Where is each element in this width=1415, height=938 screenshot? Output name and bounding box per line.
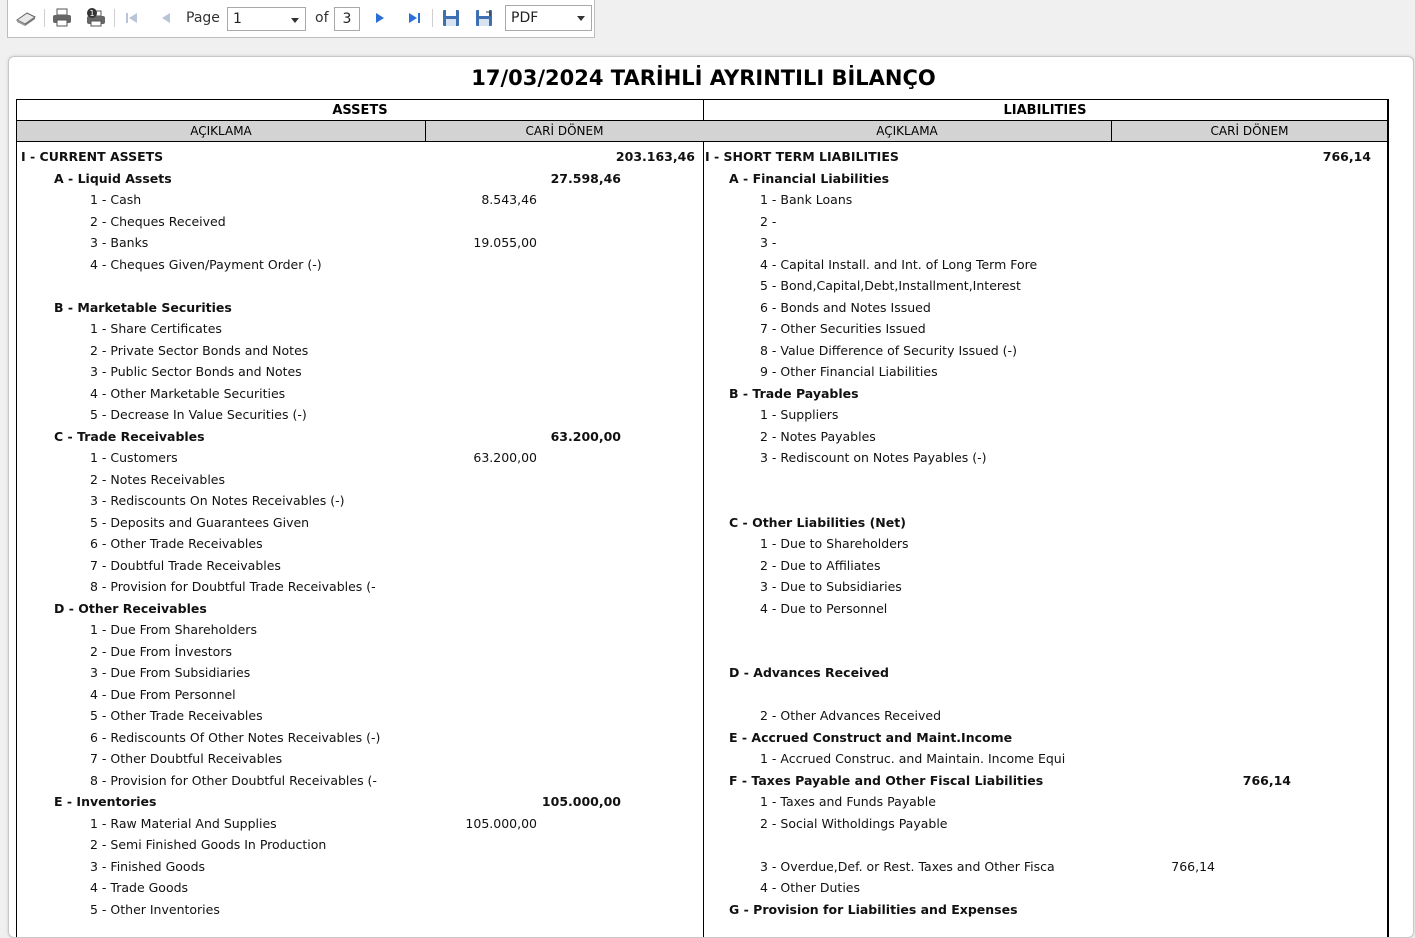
row-label: 3 - Overdue,Def. or Rest. Taxes and Other Fisca [760, 858, 1055, 874]
row-label: 7 - Other Securities Issued [760, 321, 926, 336]
table-row [17, 469, 703, 490]
row-label: 1 - Raw Material And Supplies [90, 815, 277, 831]
row-label: F - Taxes Payable and Other Fiscal Liabilities [729, 772, 1044, 788]
report-page [8, 56, 1414, 938]
table-row [703, 705, 1387, 726]
page-number-select[interactable] [227, 7, 306, 31]
row-label: 1 - Suppliers [760, 407, 839, 422]
table-row [703, 899, 1387, 920]
table-row [17, 168, 703, 189]
row-label: 2 - Private Sector Bonds and Notes [90, 342, 309, 358]
row-label: 1 - Share Certificates [90, 321, 222, 336]
table-row [703, 404, 1387, 425]
table-row [703, 684, 1387, 705]
row-label: 3 - Due to Subsidiaries [760, 579, 902, 594]
row-label: 3 - Due From Subsidiaries [90, 665, 251, 680]
table-row [17, 254, 703, 275]
table-row [703, 533, 1387, 554]
last-page-icon[interactable] [404, 6, 424, 30]
table-row [703, 146, 1387, 167]
export-icon[interactable] [473, 6, 495, 30]
table-row [17, 662, 703, 683]
table-row [703, 598, 1387, 619]
table-row [17, 877, 703, 898]
table-row [703, 297, 1387, 318]
row-label: 2 - Other Advances Received [760, 708, 942, 723]
row-label: 3 - Rediscount on Notes Payables (-) [760, 450, 987, 465]
table-row [17, 727, 703, 748]
row-label: 3 - Rediscounts On Notes Receivables (-) [90, 493, 345, 508]
row-amount: 8.543,46 [481, 192, 537, 207]
table-row [17, 598, 703, 619]
table-row [17, 275, 703, 296]
table-row [17, 791, 703, 812]
row-label: C - Other Liabilities (Net) [729, 514, 906, 530]
table-row [17, 533, 703, 554]
row-label: 4 - Due From Personnel [90, 686, 236, 702]
table-row [703, 770, 1387, 791]
row-label: 1 - Bank Loans [760, 192, 853, 207]
row-label: E - Accrued Construct and Maint.Income [729, 729, 1013, 745]
table-row [703, 490, 1387, 511]
row-label: A - Financial Liabilities [729, 170, 890, 186]
table-row [17, 232, 703, 253]
table-row [17, 318, 703, 339]
row-label: I - SHORT TERM LIABILITIES [705, 149, 899, 164]
table-row [17, 684, 703, 705]
table-row [17, 770, 703, 791]
table-row [703, 189, 1387, 210]
row-label: 1 - Customers [90, 450, 178, 465]
table-row [703, 748, 1387, 769]
row-label: 7 - Other Doubtful Receivables [90, 751, 283, 766]
col-current-period: CARİ DÖNEM [525, 124, 604, 138]
row-label: 6 - Rediscounts Of Other Notes Receivables (-) [90, 729, 381, 745]
row-amount: 63.200,00 [550, 428, 621, 444]
row-label: D - Other Receivables [54, 600, 207, 616]
row-amount: 27.598,46 [550, 170, 621, 186]
table-row [17, 899, 703, 920]
chevron-down-icon [291, 18, 299, 23]
liabilities-header: LIABILITIES [703, 99, 1387, 121]
row-amount: 766,14 [1322, 149, 1371, 164]
row-label: 2 - Due From İnvestors [90, 643, 232, 659]
row-amount: 766,14 [1242, 772, 1291, 788]
table-row [703, 211, 1387, 232]
table-row [17, 834, 703, 855]
row-label: 4 - Other Marketable Securities [90, 385, 286, 401]
row-label: 2 - Social Witholdings Payable [760, 815, 948, 831]
table-row [17, 189, 703, 210]
table-row [17, 361, 703, 382]
table-row [703, 576, 1387, 597]
row-label: 3 - [760, 235, 777, 250]
table-row [703, 447, 1387, 468]
row-amount: 766,14 [1171, 858, 1215, 874]
table-row [703, 791, 1387, 812]
row-label: C - Trade Receivables [54, 428, 205, 444]
report-toolbar [7, 0, 595, 38]
row-amount: 105.000,00 [541, 794, 621, 809]
table-row [703, 361, 1387, 382]
first-page-icon[interactable] [122, 6, 142, 30]
print-icon[interactable] [50, 6, 74, 30]
col-description: AÇIKLAMA [17, 121, 426, 141]
row-label: 3 - Banks [90, 235, 149, 250]
row-label: 7 - Doubtful Trade Receivables [90, 557, 281, 573]
table-row [703, 254, 1387, 275]
table-row [703, 877, 1387, 898]
row-amount: 19.055,00 [473, 235, 537, 250]
of-label: of [315, 10, 329, 26]
table-row [703, 641, 1387, 662]
row-amount: 203.163,46 [615, 149, 695, 164]
row-label: I - CURRENT ASSETS [21, 149, 164, 164]
row-label: 2 - Due to Affiliates [760, 557, 881, 573]
col-description: AÇIKLAMA [703, 121, 1112, 141]
table-row [703, 512, 1387, 533]
row-label: B - Marketable Securities [54, 299, 232, 315]
row-label: 5 - Bond,Capital,Debt,Installment,Interest [760, 278, 1021, 293]
assets-section [16, 99, 704, 937]
prev-page-icon[interactable] [156, 6, 176, 30]
table-row [17, 748, 703, 769]
toolbar-separator [44, 9, 45, 27]
export-format-select[interactable] [505, 5, 592, 31]
row-label: 8 - Provision for Other Doubtful Receivables (- [90, 772, 377, 788]
chevron-down-icon [577, 16, 585, 21]
table-row [17, 856, 703, 877]
table-row [17, 404, 703, 425]
row-label: D - Advances Received [729, 665, 889, 680]
row-label: 2 - Cheques Received [90, 213, 226, 229]
table-row [17, 813, 703, 834]
row-label: 4 - Capital Install. and Int. of Long Term Fore [760, 256, 1038, 272]
row-label: 2 - Notes Receivables [90, 471, 226, 487]
export-format-value: PDF [511, 10, 539, 26]
refresh-icon[interactable] [14, 6, 38, 30]
page-number-value: 1 [233, 11, 242, 27]
row-label: 1 - Accrued Construc. and Maintain. Income Equi [760, 751, 1066, 766]
row-label: 3 - Finished Goods [90, 858, 206, 874]
table-row [17, 426, 703, 447]
row-label: 6 - Bonds and Notes Issued [760, 299, 931, 315]
table-row [703, 469, 1387, 490]
row-label: A - Liquid Assets [54, 170, 172, 186]
table-row [703, 340, 1387, 361]
page-label: Page [186, 10, 220, 26]
row-label: 8 - Provision for Doubtful Trade Receivables (- [90, 579, 376, 594]
table-row [703, 662, 1387, 683]
row-label: 5 - Decrease In Value Securities (-) [90, 407, 307, 422]
row-label: 4 - Trade Goods [90, 880, 189, 895]
row-label: 4 - Other Duties [760, 880, 860, 895]
save-icon[interactable] [440, 6, 462, 30]
table-row [703, 727, 1387, 748]
table-row [17, 490, 703, 511]
row-label: 6 - Other Trade Receivables [90, 536, 263, 551]
row-label: 1 - Due to Shareholders [760, 536, 909, 551]
row-label: 4 - Due to Personnel [760, 600, 888, 616]
row-label: 5 - Other Inventories [90, 901, 220, 917]
row-label: 3 - Public Sector Bonds and Notes [90, 364, 302, 379]
row-label: 1 - Due From Shareholders [90, 622, 257, 637]
row-label: 5 - Other Trade Receivables [90, 708, 263, 723]
table-row [703, 856, 1387, 877]
liabilities-column-header [703, 121, 1387, 142]
table-row [703, 813, 1387, 834]
table-row [17, 641, 703, 662]
liabilities-section [703, 99, 1389, 937]
table-row [703, 318, 1387, 339]
row-amount: 105.000,00 [465, 815, 537, 831]
table-row [703, 426, 1387, 447]
table-row [17, 576, 703, 597]
table-row [17, 211, 703, 232]
table-row [17, 383, 703, 404]
next-page-icon[interactable] [370, 6, 390, 30]
row-label: 4 - Cheques Given/Payment Order (-) [90, 256, 322, 272]
toolbar-separator [432, 9, 433, 27]
table-row [17, 705, 703, 726]
report-title: 17/03/2024 TARİHLİ AYRINTILI BİLANÇO [471, 66, 936, 90]
row-label: 8 - Value Difference of Security Issued (-) [760, 342, 1017, 358]
col-current-period: CARİ DÖNEM [1210, 124, 1289, 138]
table-row [703, 232, 1387, 253]
table-row [703, 168, 1387, 189]
assets-column-header [17, 121, 703, 142]
print-page-icon[interactable] [84, 6, 108, 30]
table-row [17, 555, 703, 576]
row-label: 1 - Taxes and Funds Payable [760, 794, 936, 809]
table-row [17, 146, 703, 167]
table-row [17, 297, 703, 318]
row-label: 9 - Other Financial Liabilities [760, 364, 938, 379]
table-row [703, 834, 1387, 855]
table-row [17, 447, 703, 468]
page-total: 3 [334, 7, 360, 31]
row-label: 2 - [760, 213, 777, 229]
row-label: 2 - Semi Finished Goods In Production [90, 837, 327, 852]
toolbar-separator [114, 9, 115, 27]
row-label: 5 - Deposits and Guarantees Given [90, 514, 310, 530]
row-label: 2 - Notes Payables [760, 428, 876, 444]
row-label: B - Trade Payables [729, 385, 859, 401]
row-label: G - Provision for Liabilities and Expenses [729, 901, 1018, 917]
table-row [17, 512, 703, 533]
table-row [703, 555, 1387, 576]
row-label: 1 - Cash [90, 192, 142, 207]
table-row [703, 275, 1387, 296]
row-label: E - Inventories [54, 794, 157, 809]
table-row [17, 619, 703, 640]
table-row [703, 619, 1387, 640]
svg-text:1: 1 [89, 9, 95, 18]
table-row [17, 340, 703, 361]
assets-header: ASSETS [17, 99, 703, 121]
row-amount: 63.200,00 [473, 450, 537, 465]
table-row [703, 383, 1387, 404]
